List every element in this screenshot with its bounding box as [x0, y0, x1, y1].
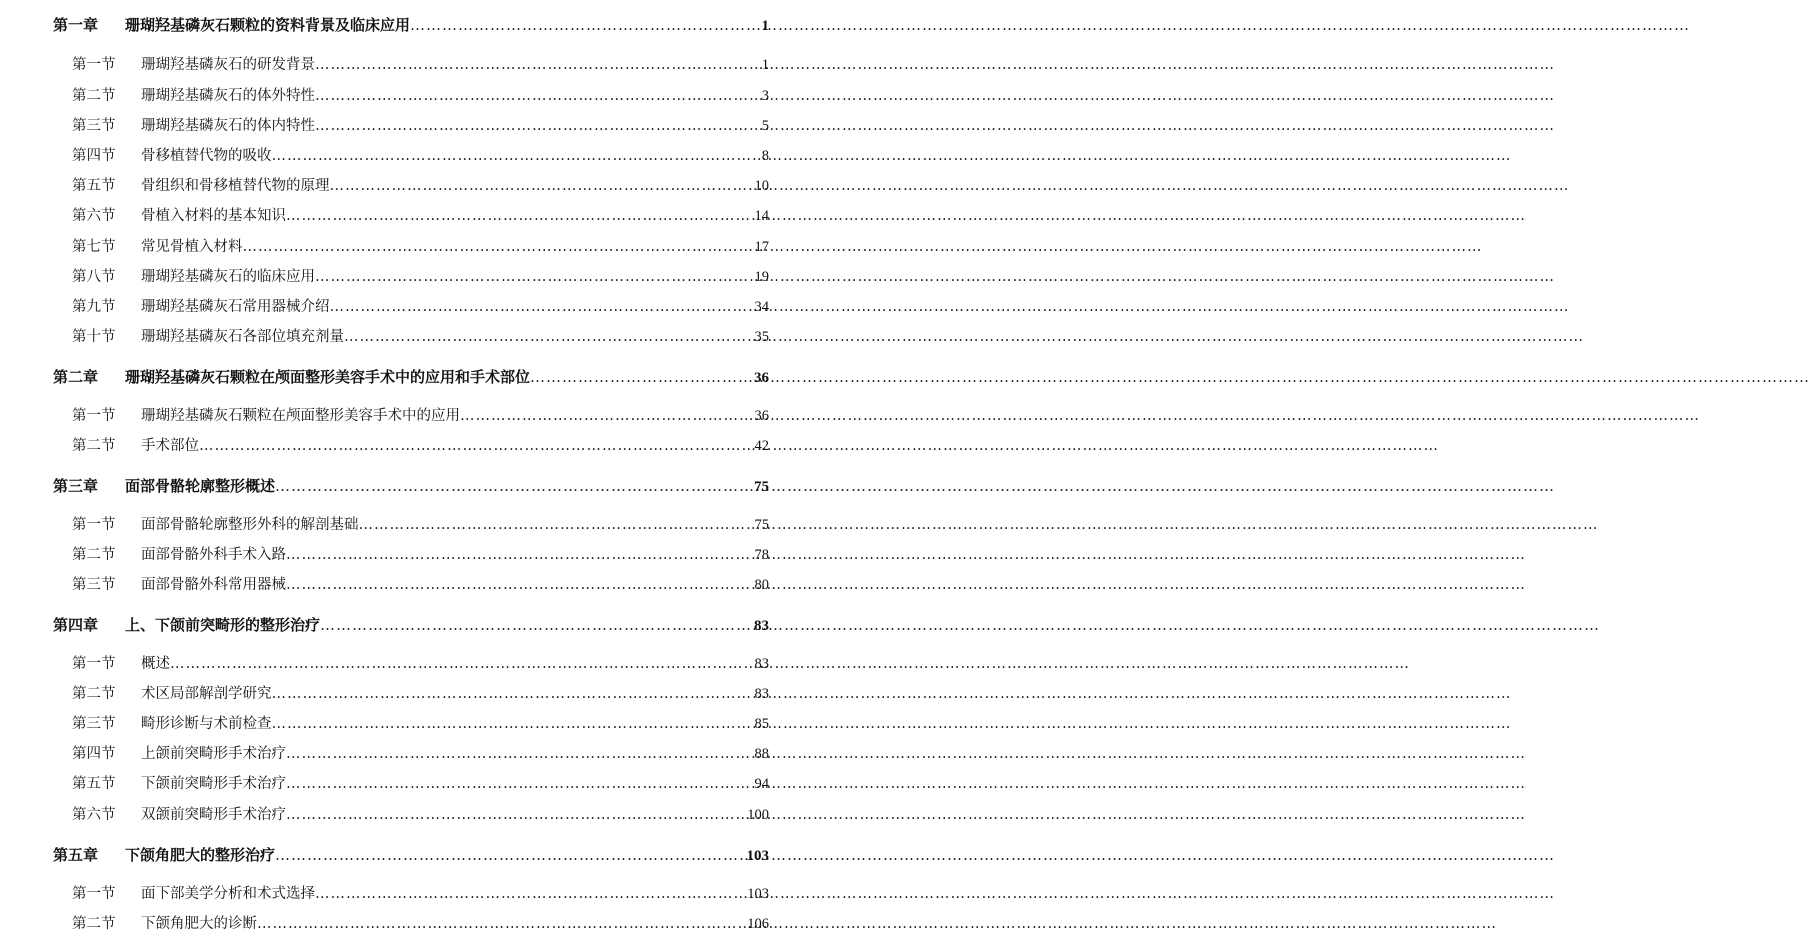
section-number: 第一节: [72, 886, 116, 902]
page-number: 83: [754, 686, 769, 702]
toc-section[interactable]: [72, 434, 769, 455]
section-title: 术区局部解剖学研究: [141, 686, 272, 702]
section-number: 第三节: [72, 716, 116, 732]
section-number: 第二节: [72, 88, 116, 104]
chapter-number: 第四章: [53, 616, 99, 634]
toc-section[interactable]: [72, 513, 769, 534]
toc-chapter-2[interactable]: [53, 366, 769, 387]
section-number: 第二节: [72, 547, 116, 563]
section-number: 第二节: [72, 916, 116, 932]
page-number: 3: [761, 88, 769, 104]
toc-section[interactable]: [72, 295, 769, 316]
section-number: 第四节: [72, 746, 116, 762]
page-number: 35: [754, 329, 769, 345]
dot-leader: [315, 886, 745, 902]
page-number: 36: [754, 370, 769, 386]
section-title: 双颌前突畸形手术治疗: [141, 807, 286, 823]
toc-section[interactable]: [72, 543, 769, 564]
section-number: 第二节: [72, 686, 116, 702]
section-title: 珊瑚羟基磷灰石各部位填充剂量: [141, 329, 344, 345]
section-title: 珊瑚羟基磷灰石颗粒在颅面整形美容手术中的应用: [141, 408, 460, 424]
section-title: 畸形诊断与术前检查: [141, 716, 272, 732]
dot-leader: [320, 616, 752, 634]
dot-leader: [286, 807, 745, 823]
section-title: 面部骨骼外科常用器械: [141, 577, 286, 593]
dot-leader: [272, 716, 753, 732]
section-title: 珊瑚羟基磷灰石的研发背景: [141, 57, 315, 73]
dot-leader: [315, 57, 760, 73]
toc-section[interactable]: [72, 682, 769, 703]
section-title: 面部骨骼外科手术入路: [141, 547, 286, 563]
section-number: 第七节: [72, 239, 116, 255]
section-number: 第六节: [72, 807, 116, 823]
page-number: 14: [754, 208, 769, 224]
page-number: 88: [754, 746, 769, 762]
section-title: 珊瑚羟基磷灰石的体外特性: [141, 88, 315, 104]
chapter-title: 珊瑚羟基磷灰石颗粒在颅面整形美容手术中的应用和手术部位: [125, 368, 531, 386]
section-number: 第二节: [72, 438, 116, 454]
section-title: 下颌角肥大的诊断: [141, 916, 257, 932]
dot-leader: [257, 916, 745, 932]
section-title: 常见骨植入材料: [141, 239, 243, 255]
page-number: 83: [754, 656, 769, 672]
toc-section[interactable]: [72, 174, 769, 195]
dot-leader: [315, 118, 760, 134]
section-title: 珊瑚羟基磷灰石的临床应用: [141, 269, 315, 285]
section-number: 第四节: [72, 148, 116, 164]
toc-section[interactable]: [72, 53, 769, 74]
page-number: 34: [754, 299, 769, 315]
page-number: 8: [761, 148, 769, 164]
toc-section[interactable]: [72, 882, 769, 903]
section-title: 骨植入材料的基本知识: [141, 208, 286, 224]
page-number: 17: [754, 239, 769, 255]
dot-leader: [359, 517, 753, 533]
chapter-title: 上、下颌前突畸形的整形治疗: [125, 616, 321, 634]
toc-section[interactable]: [72, 235, 769, 256]
dot-leader: [460, 408, 753, 424]
toc-section[interactable]: [72, 404, 769, 425]
dot-leader: [170, 656, 753, 672]
dot-leader: [286, 776, 753, 792]
page-number: 75: [754, 479, 769, 495]
section-title: 概述: [141, 656, 170, 672]
section-number: 第一节: [72, 517, 116, 533]
toc-section[interactable]: [72, 204, 769, 225]
page-number: 42: [754, 438, 769, 454]
toc-section[interactable]: [72, 742, 769, 763]
section-number: 第三节: [72, 577, 116, 593]
toc-chapter-3[interactable]: [53, 475, 769, 496]
page-number: 94: [754, 776, 769, 792]
page-number: 85: [754, 716, 769, 732]
page-number: 103: [747, 886, 769, 902]
dot-leader: [275, 846, 744, 864]
section-title: 骨移植替代物的吸收: [141, 148, 272, 164]
section-title: 下颌前突畸形手术治疗: [141, 776, 286, 792]
section-title: 骨组织和骨移植替代物的原理: [141, 178, 330, 194]
dot-leader: [286, 746, 753, 762]
section-number: 第八节: [72, 269, 116, 285]
section-title: 面部骨骼轮廓整形外科的解剖基础: [141, 517, 359, 533]
chapter-number: 第五章: [53, 846, 99, 864]
dot-leader: [199, 438, 753, 454]
page-number: 78: [754, 547, 769, 563]
page-number: 10: [754, 178, 769, 194]
dot-leader: [330, 178, 753, 194]
page-number: 103: [746, 848, 769, 864]
chapter-title: 面部骨骼轮廓整形概述: [125, 477, 276, 495]
toc-section[interactable]: [72, 652, 769, 673]
page-number: 100: [747, 807, 769, 823]
dot-leader: [272, 686, 753, 702]
chapter-title: 下颌角肥大的整形治疗: [125, 846, 276, 864]
section-number: 第九节: [72, 299, 116, 315]
chapter-title: 珊瑚羟基磷灰石颗粒的资料背景及临床应用: [125, 16, 411, 34]
dot-leader: [330, 299, 753, 315]
section-title: 珊瑚羟基磷灰石常用器械介绍: [141, 299, 330, 315]
dot-leader: [286, 577, 753, 593]
toc-section[interactable]: [72, 265, 769, 286]
toc-section[interactable]: [72, 144, 769, 165]
toc-chapter-1[interactable]: [53, 14, 769, 35]
section-number: 第五节: [72, 776, 116, 792]
toc-chapter-4[interactable]: [53, 614, 769, 635]
section-title: 上颌前突畸形手术治疗: [141, 746, 286, 762]
dot-leader: [344, 329, 753, 345]
dot-leader: [315, 88, 760, 104]
chapter-number: 第二章: [53, 368, 99, 386]
toc-section[interactable]: [72, 325, 769, 346]
dot-leader: [410, 16, 759, 34]
page-number: 83: [754, 618, 769, 634]
toc-section[interactable]: [72, 114, 769, 135]
chapter-number: 第三章: [53, 477, 99, 495]
page-number: 1: [761, 18, 769, 34]
page-number: 80: [754, 577, 769, 593]
section-title: 珊瑚羟基磷灰石的体内特性: [141, 118, 315, 134]
chapter-number: 第一章: [53, 16, 99, 34]
toc-section[interactable]: [72, 84, 769, 105]
section-number: 第一节: [72, 408, 116, 424]
section-number: 第五节: [72, 178, 116, 194]
toc-section[interactable]: [72, 912, 769, 933]
section-number: 第十节: [72, 329, 116, 345]
page-number: 75: [754, 517, 769, 533]
toc-section[interactable]: [72, 573, 769, 594]
dot-leader: [530, 368, 752, 386]
toc-chapter-5[interactable]: [53, 844, 769, 865]
dot-leader: [286, 547, 753, 563]
toc-section[interactable]: [72, 803, 769, 824]
page-number: 1: [761, 57, 769, 73]
toc-section[interactable]: [72, 712, 769, 733]
page-number: 36: [754, 408, 769, 424]
dot-leader: [272, 148, 760, 164]
section-number: 第六节: [72, 208, 116, 224]
section-number: 第三节: [72, 118, 116, 134]
section-title: 面下部美学分析和术式选择: [141, 886, 315, 902]
section-title: 手术部位: [141, 438, 199, 454]
section-number: 第一节: [72, 656, 116, 672]
dot-leader: [286, 208, 753, 224]
dot-leader: [243, 239, 753, 255]
section-number: 第一节: [72, 57, 116, 73]
page-number: 106: [747, 916, 769, 932]
page-number: 19: [754, 269, 769, 285]
toc-section[interactable]: [72, 772, 769, 793]
dot-leader: [315, 269, 753, 285]
page-number: 5: [761, 118, 769, 134]
dot-leader: [275, 477, 752, 495]
